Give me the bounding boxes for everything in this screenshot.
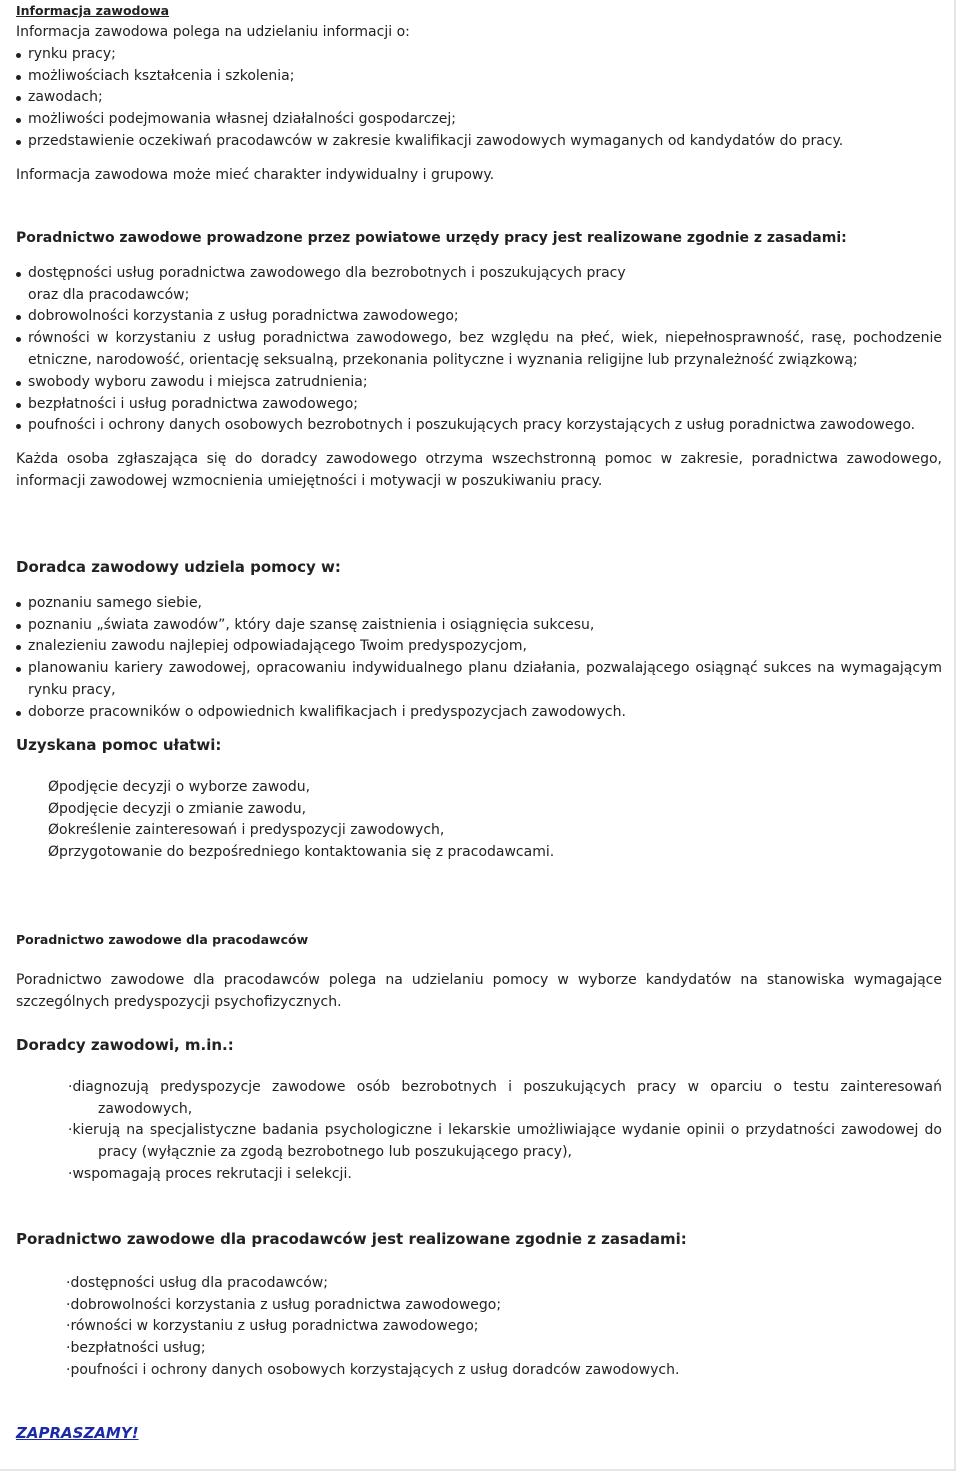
list-item: możliwości podejmowania własnej działalności gospodarczej;	[16, 109, 942, 131]
info-note: Informacja zawodowa może mieć charakter indywidualny i grupowy.	[16, 166, 495, 183]
section-informacja	[16, 0, 942, 187]
doradca-list	[16, 593, 942, 724]
list-item: poznaniu samego siebie,	[16, 593, 942, 615]
zasady-pracodawcy-list	[16, 1273, 942, 1382]
section-doradca	[16, 557, 942, 724]
zasady-list	[16, 263, 942, 437]
section-pomoc	[16, 735, 942, 864]
list-item: ·wspomagają proces rekrutacji i selekcji.	[68, 1165, 352, 1182]
list-item: Øprzygotowanie do bezpośredniego kontaktowania się z pracodawcami.	[48, 844, 555, 861]
list-item: dostępności usług poradnictwa zawodowego dla bezrobotnych i poszukujących pracy	[16, 263, 942, 285]
pomoc-list	[16, 777, 942, 864]
list-item: dobrowolności korzystania z usług poradnictwa zawodowego;	[16, 306, 942, 328]
list-item: bezpłatności i usług poradnictwa zawodowego;	[16, 394, 942, 416]
pracodawcy-text: Poradnictwo zawodowe dla pracodawców polega na udzielaniu pomocy w wyborze kandydatów na stanowiska wymagające szczególnych predyspozycji psychofizycznych.	[16, 971, 942, 1010]
section-pracodawcy	[16, 929, 942, 1013]
heading-pracodawcy: Poradnictwo zawodowe dla pracodawców	[16, 932, 309, 947]
list-item: ·diagnozują predyspozycje zawodowe osób bezrobotnych i poszukujących pracy w oparciu o testu zainteresowań zawodowych,	[68, 1078, 942, 1117]
list-item: ·równości w korzystaniu z usług poradnictwa zawodowego;	[66, 1318, 479, 1335]
list-item: równości w korzystaniu z usług poradnictwa zawodowego, bez względu na płeć, wiek, niepełnosprawność, rasę, pochodzenie etniczne, narodowość, orientację seksualną, przekonania polityczne i wyznania religijne lub przynależność związkową;	[16, 328, 942, 372]
list-item: Øokreślenie zainteresowań i predyspozycji zawodowych,	[48, 822, 445, 839]
list-item: znalezieniu zawodu najlepiej odpowiadającego Twoim predyspozycjom,	[16, 636, 942, 658]
section-doradcy	[16, 1035, 942, 1186]
list-item: rynku pracy;	[16, 44, 942, 66]
list-item: Øpodjęcie decyzji o wyborze zawodu,	[48, 778, 311, 795]
intro-text: Informacja zawodowa polega na udzielaniu informacji o:	[16, 24, 410, 40]
heading-doradca: Doradca zawodowy udziela pomocy w:	[16, 558, 341, 576]
list-item: ·bezpłatności usług;	[66, 1340, 206, 1357]
list-item: ·dobrowolności korzystania z usług poradnictwa zawodowego;	[66, 1296, 502, 1313]
heading-doradcy: Doradcy zawodowi, m.in.:	[16, 1036, 234, 1054]
zapraszamy-link[interactable]: ZAPRASZAMY!	[16, 1424, 139, 1442]
info-list	[16, 44, 942, 153]
list-item-continuation: oraz dla pracodawców;	[28, 286, 190, 303]
doradcy-list	[16, 1077, 942, 1186]
list-item: poufności i ochrony danych osobowych bezrobotnych i poszukujących pracy korzystających z usług poradnictwa zawodowego.	[16, 415, 942, 437]
list-item: ·poufności i ochrony danych osobowych korzystających z usług doradców zawodowych.	[66, 1361, 680, 1378]
list-item: ·kierują na specjalistyczne badania psychologiczne i lekarskie umożliwiające wydanie opinii o przydatności zawodowej do pracy (wyłącznie za zgodą bezrobotnego lub poszukującego pracy),	[68, 1122, 942, 1161]
heading-informacja-zawodowa: Informacja zawodowa	[16, 3, 170, 18]
list-item: doborze pracowników o odpowiednich kwalifikacjach i predyspozycjach zawodowych.	[16, 702, 942, 724]
list-item: poznaniu „świata zawodów”, który daje szansę zaistnienia i osiągnięcia sukcesu,	[16, 615, 942, 637]
heading-zasady-pracodawcy: Poradnictwo zawodowe dla pracodawców jest realizowane zgodnie z zasadami:	[16, 1230, 687, 1248]
summary-text: Każda osoba zgłaszająca się do doradcy zawodowego otrzyma wszechstronną pomoc w zakresie, poradnictwa zawodowego, informacji zawodowej wzmocnienia umiejętności i motywacji w poszukiwaniu pracy.	[16, 451, 942, 489]
list-item: swobody wyboru zawodu i miejsca zatrudnienia;	[16, 372, 942, 394]
list-item: Øpodjęcie decyzji o zmianie zawodu,	[48, 800, 307, 817]
list-item: przedstawienie oczekiwań pracodawców w zakresie kwalifikacji zawodowych wymaganych od kandydatów do pracy.	[16, 131, 942, 153]
heading-zasady: Poradnictwo zawodowe prowadzone przez powiatowe urzędy pracy jest realizowane zgodnie z zasadami:	[16, 230, 847, 246]
section-zasady-pracodawcy	[16, 1229, 942, 1382]
footer	[16, 1423, 942, 1446]
list-item: planowaniu kariery zawodowej, opracowaniu indywidualnego planu działania, pozwalającego osiągnąć sukces na wymagającym rynku pracy,	[16, 658, 942, 702]
list-item: ·dostępności usług dla pracodawców;	[66, 1274, 328, 1291]
list-item: możliwościach kształcenia i szkolenia;	[16, 66, 942, 88]
heading-pomoc: Uzyskana pomoc ułatwi:	[16, 736, 222, 754]
section-zasady	[16, 228, 942, 493]
list-item: zawodach;	[16, 87, 942, 109]
